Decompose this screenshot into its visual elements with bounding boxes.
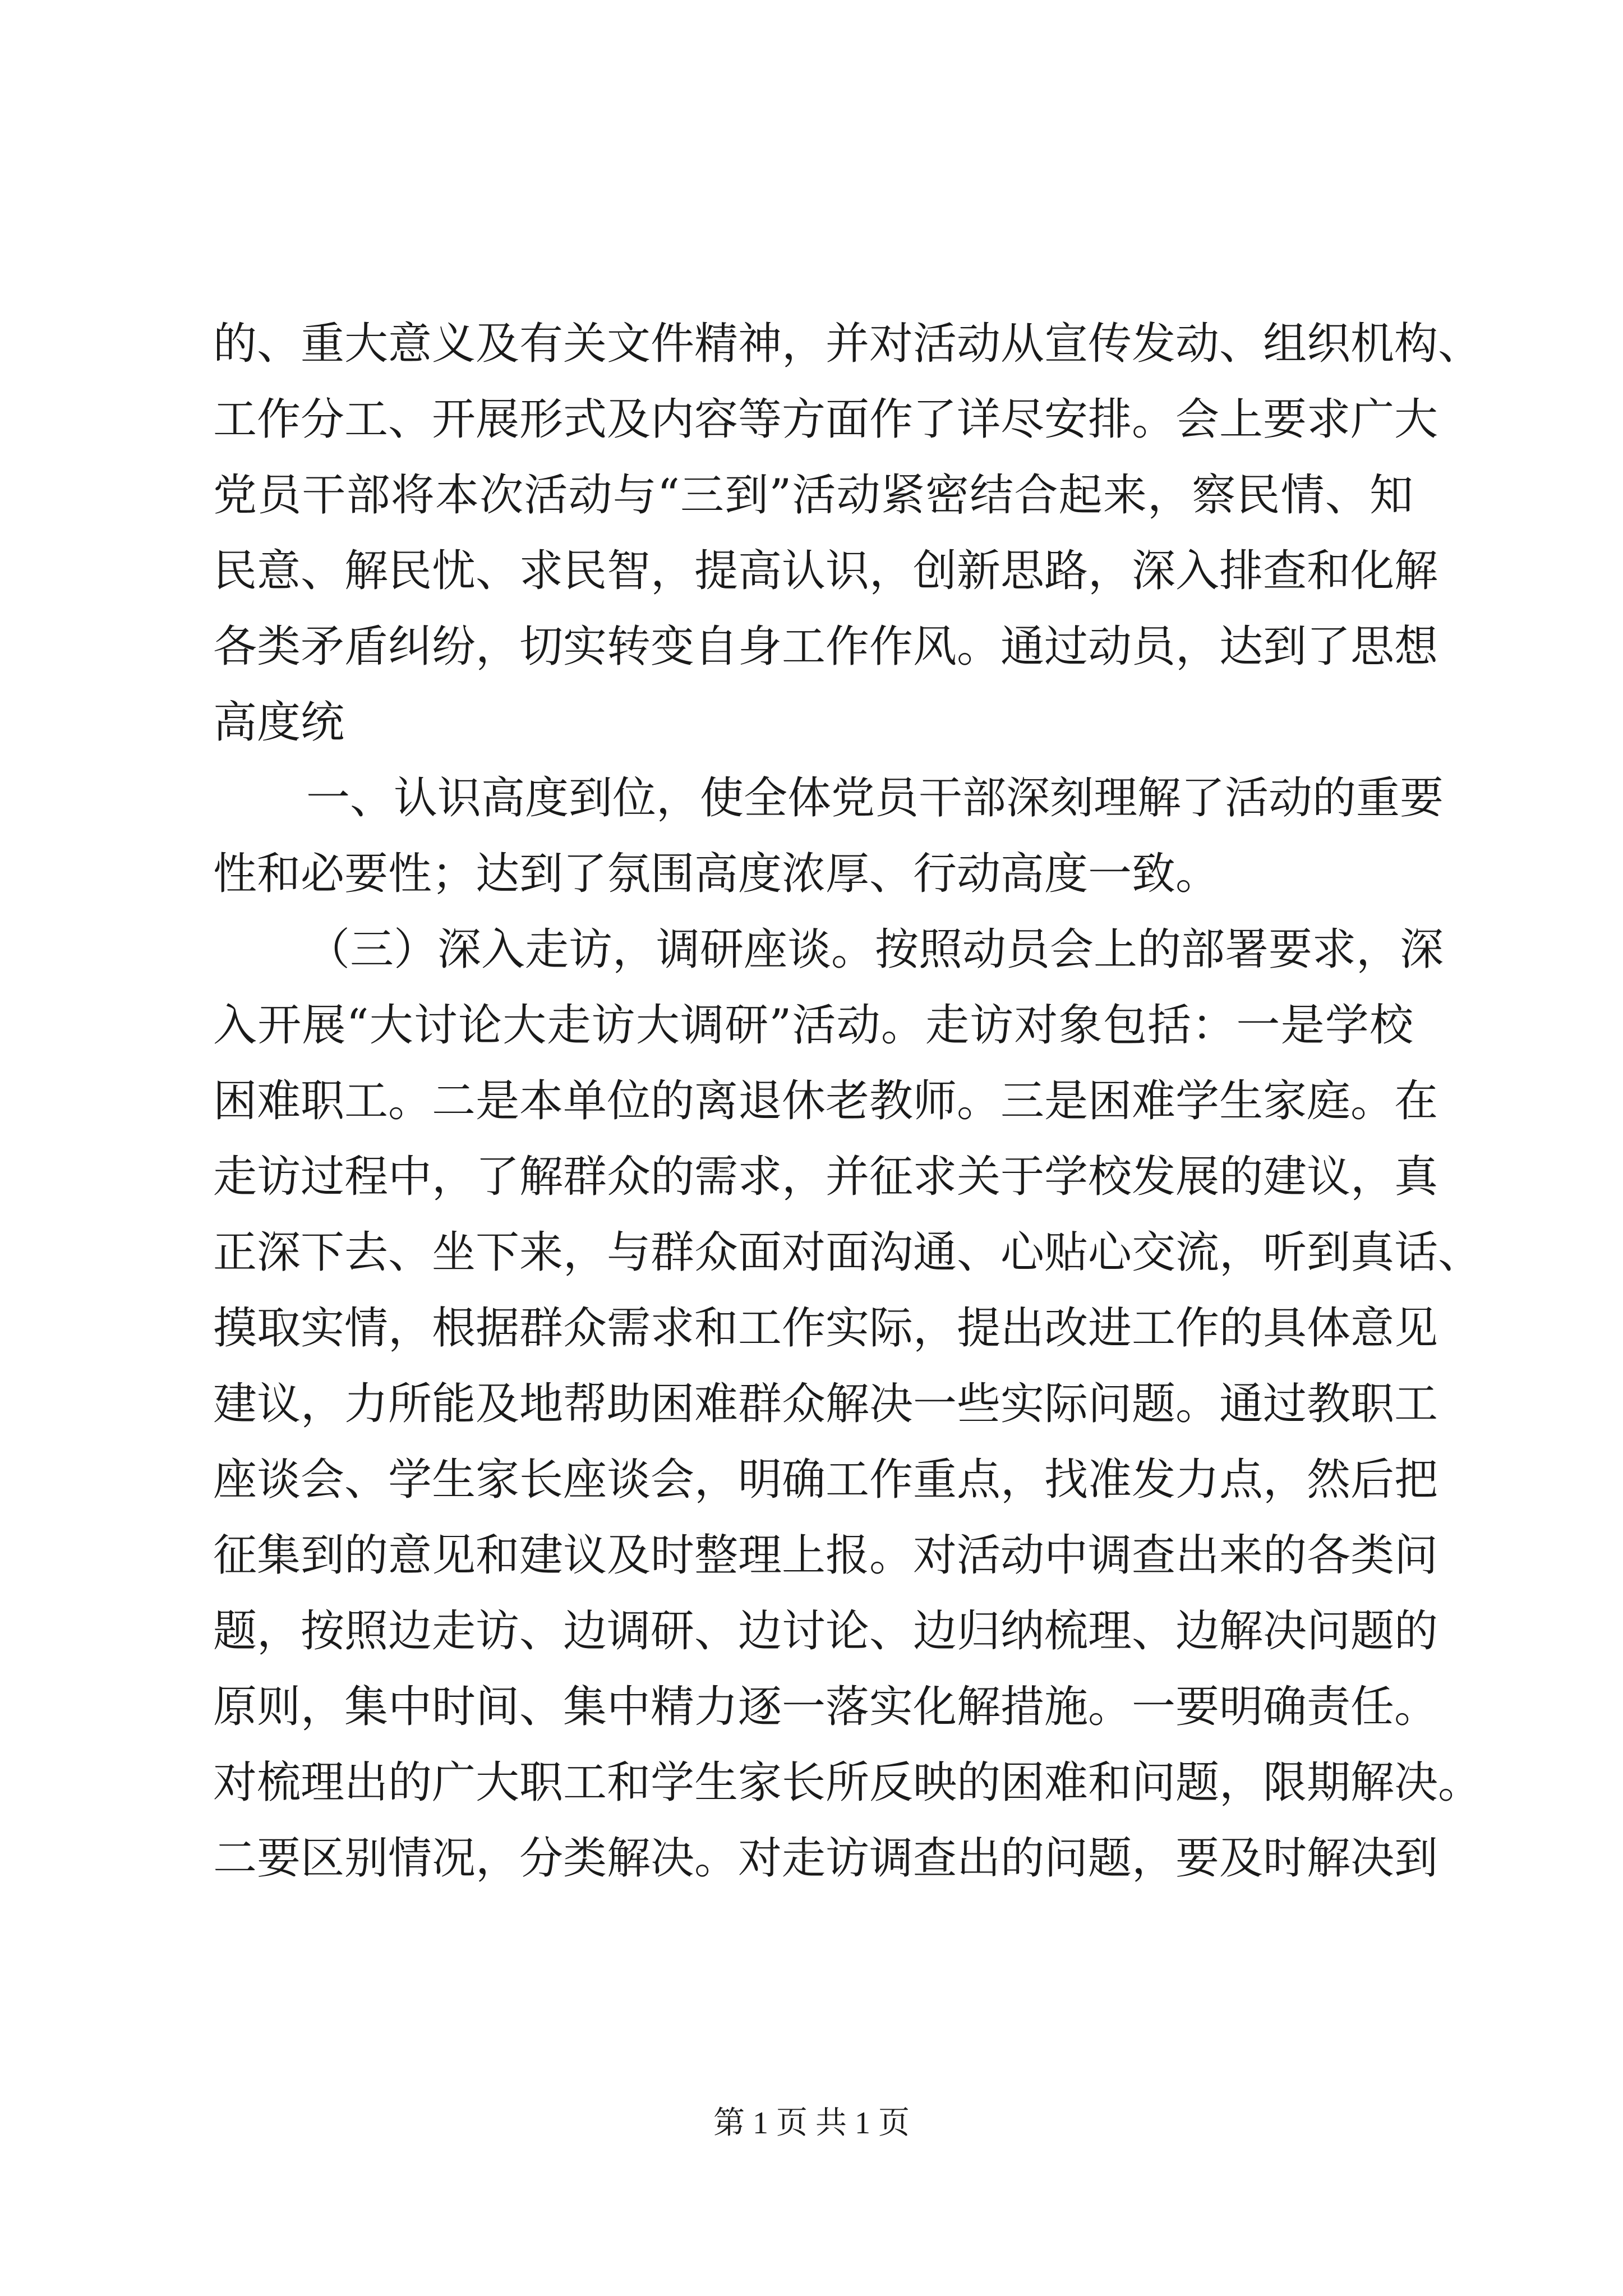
body-text-line: 正深下去、坐下来，与群众面对面沟通、心贴心交流，听到真话、 (213, 1227, 1482, 1278)
body-text-line: （三）深入走访，调研座谈。按照动员会上的部署要求，深 (306, 924, 1444, 975)
body-text-line: 走访过程中，了解群众的需求，并征求关于学校发展的建议，真 (213, 1152, 1438, 1202)
body-text-line: 二要区别情况，分类解决。对走访调查出的问题，要及时解决到 (213, 1833, 1438, 1884)
body-text-line: 党员干部将本次活动与“三到”活动紧密结合起来，察民情、知 (213, 470, 1413, 521)
body-text-line: 座谈会、学生家长座谈会，明确工作重点，找准发力点，然后把 (213, 1455, 1438, 1505)
body-text-line: 的、重大意义及有关文件精神，并对活动从宣传发动、组织机构、 (213, 319, 1482, 369)
body-text-line: 建议，力所能及地帮助困难群众解决一些实际问题。通过教职工 (213, 1379, 1438, 1429)
body-text-line: 原则，集中时间、集中精力逐一落实化解措施。一要明确责任。 (213, 1682, 1438, 1732)
body-text-line: 民意、解民忧、求民智，提高认识，创新思路，深入排查和化解 (213, 546, 1438, 596)
body-text-line: 性和必要性；达到了氛围高度浓厚、行动高度一致。 (213, 849, 1220, 899)
body-text-line: 工作分工、开展形式及内容等方面作了详尽安排。会上要求广大 (213, 394, 1438, 445)
body-text-line: 一、认识高度到位，使全体党员干部深刻理解了活动的重要 (306, 773, 1444, 823)
body-text-line: 入开展“大讨论大走访大调研”活动。走访对象包括：一是学校 (213, 1000, 1413, 1051)
body-text-line: 各类矛盾纠纷，切实转变自身工作作风。通过动员，达到了思想 (213, 622, 1438, 672)
page-footer: 第 1 页 共 1 页 (713, 2106, 910, 2141)
body-text-line: 高度统 (213, 697, 345, 748)
body-text-line: 困难职工。二是本单位的离退休老教师。三是困难学生家庭。在 (213, 1076, 1438, 1126)
body-text-line: 摸取实情，根据群众需求和工作实际，提出改进工作的具体意见 (213, 1303, 1438, 1354)
body-text-line: 征集到的意见和建议及时整理上报。对活动中调查出来的各类问 (213, 1530, 1438, 1581)
body-text-line: 题，按照边走访、边调研、边讨论、边归纳梳理、边解决问题的 (213, 1606, 1438, 1657)
body-text-line: 对梳理出的广大职工和学生家长所反映的困难和问题，限期解决。 (213, 1757, 1482, 1808)
